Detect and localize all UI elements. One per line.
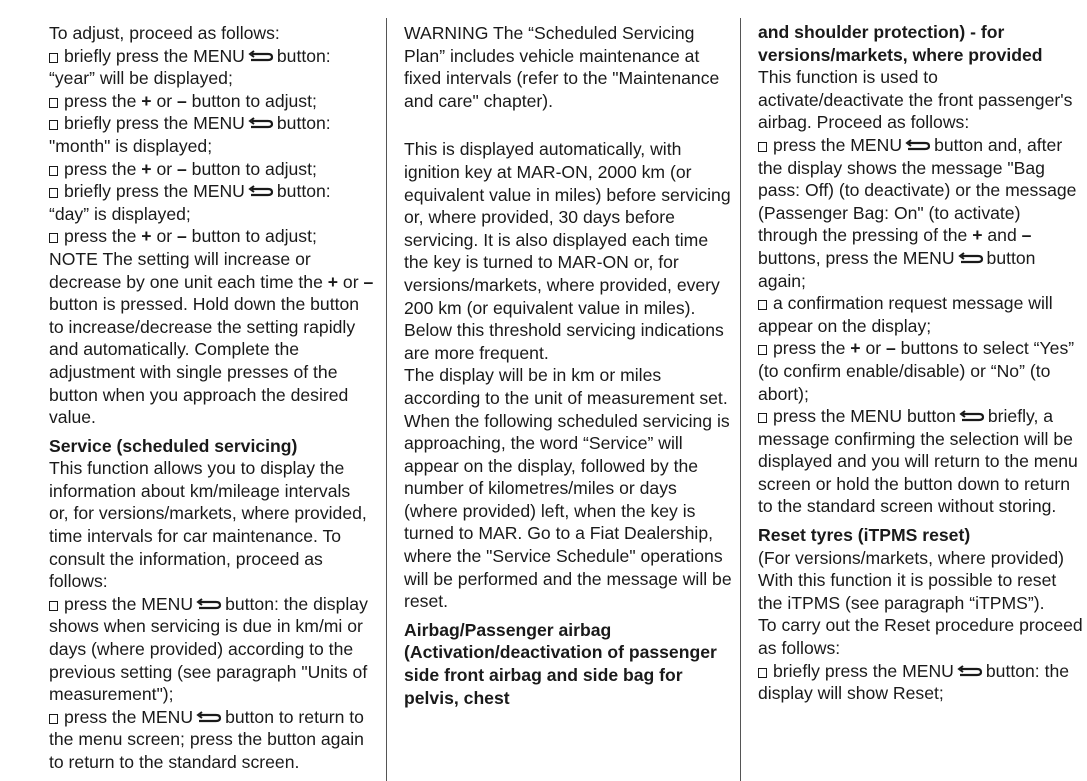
paragraph: To carry out the Reset procedure proceed as follows: [758,615,1083,659]
list-item: briefly press the MENU button: the display will show Reset; [758,660,1070,704]
paragraph: This is displayed automatically, with ignition key at MAR-ON, 2000 km (or equivalent value in miles) before servicing or, where provided, 30 days before servicing. It is also displayed each time the key is turned to MAR-ON or, for versions/markets, where provided, every 200 km (or equivalent value in miles). Below this threshold servicing indications are more frequent. [404,139,731,363]
checkbox-bullet-icon [758,142,767,152]
section-heading: Airbag/Passenger airbag (Activation/deactivation of passenger side front airbag and side bag for pelvis, chest [404,619,717,708]
intro-text: To adjust, proceed as follows: [49,23,280,43]
list-item: briefly press the MENU button: “day” is displayed; [49,181,331,224]
menu-return-icon [248,49,274,63]
note-text: NOTE The setting will increase or decrease by one unit each time the + or – button is pressed. Hold down the button to increase/decrease the setting rapidly and automatically. Complete the adjustment with single presses of the button when you approach the desired value. [49,248,374,428]
list-item: press the + or – buttons to select “Yes” (to confirm enable/disable) or “No” (to abort); [758,338,1075,404]
checkbox-bullet-icon [49,601,58,611]
list-item: press the MENU button: the display shows when servicing is due in km/mi or days (where provided) according to the previous setting (see paragraph "Units of measurement"); [49,593,368,705]
list-item: a confirmation request message will appear on the display; [758,293,1053,336]
checkbox-bullet-icon [49,166,58,176]
list-item: press the MENU button briefly, a message confirming the selection will be displayed and you will return to the menu screen or hold the button down to return to the standard screen without storing. [758,406,1078,517]
paragraph: This function allows you to display the information about km/mileage intervals or, for versions/markets, where provided, time intervals for car maintenance. To consult the information, proceed as follows: [49,458,367,592]
menu-return-icon [958,251,984,265]
paragraph: (For versions/markets, where provided) With this function it is possible to reset the iTPMS (see paragraph “iTPMS”). [758,547,1065,613]
menu-return-icon [248,116,274,130]
checkbox-bullet-icon [758,668,767,678]
column-divider [740,18,741,781]
list-item: press the + or – button to adjust; [49,225,374,248]
paragraph: The display will be in km or miles according to the unit of measurement set. When the following scheduled servicing is approaching, the word “Service” will appear on the display, followed by the number of kilometres/miles or days (where provided) left, when the key is turned to MAR. Go to a Fiat Dealership, where the "Service Schedule" operations will be performed and the message will be reset. [404,365,732,612]
section-heading-continued: and shoulder protection) - for versions/markets, where provided [758,22,1043,65]
menu-return-icon [196,597,222,611]
column-1 [49,22,374,774]
section-heading: Service (scheduled servicing) [49,435,298,456]
list-item: press the + or – button to adjust; [49,158,374,181]
checkbox-bullet-icon [49,120,58,130]
column-2 [404,22,734,709]
checkbox-bullet-icon [49,188,58,198]
list-item: briefly press the MENU button: "month" is displayed; [49,113,331,156]
warning-text: WARNING The “Scheduled Servicing Plan” includes vehicle maintenance at fixed intervals (refer to the "Maintenance and care" chapter). [404,23,720,111]
checkbox-bullet-icon [49,233,58,243]
menu-return-icon [959,409,985,423]
column-divider [386,18,387,781]
menu-return-icon [905,138,931,152]
list-item: press the MENU button to return to the menu screen; press the button again to return to the standard screen. [49,706,364,772]
paragraph: This function is used to activate/deactivate the front passenger's airbag. Proceed as follows: [758,67,1073,133]
list-item: press the MENU button and, after the display shows the message "Bag pass: Off) (to deactivate) or the message (Passenger Bag: On" (to activate) through the pressing of the + and – buttons, press the MENU button again; [758,134,1077,291]
checkbox-bullet-icon [49,53,58,63]
list-item: press the + or – button to adjust; [49,90,374,113]
menu-return-icon [248,184,274,198]
checkbox-bullet-icon [758,345,767,355]
section-heading: Reset tyres (iTPMS reset) [758,525,971,546]
checkbox-bullet-icon [758,300,767,310]
menu-return-icon [196,710,222,724]
menu-return-icon [957,664,983,678]
checkbox-bullet-icon [49,98,58,108]
checkbox-bullet-icon [758,413,767,423]
checkbox-bullet-icon [49,714,58,724]
column-3 [758,21,1083,705]
list-item: briefly press the MENU button: “year” will be displayed; [49,45,331,89]
